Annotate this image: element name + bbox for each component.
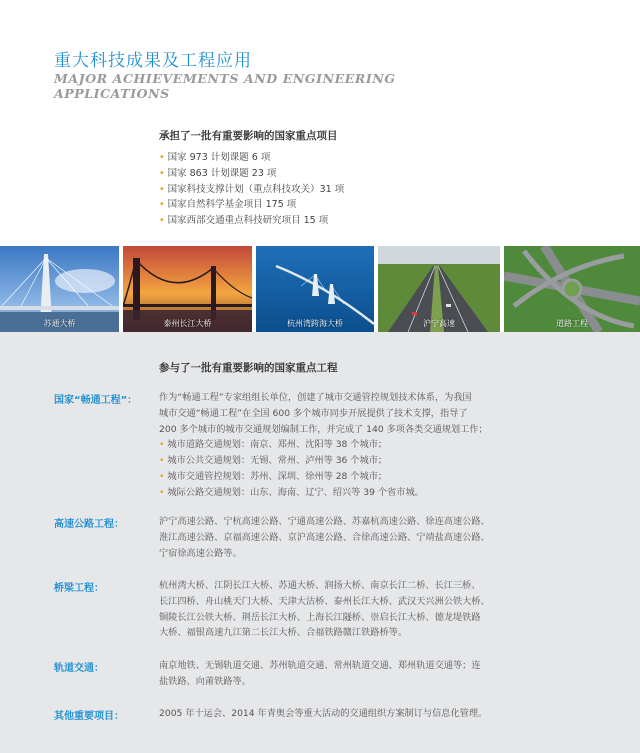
section-label-unimpeded-project: 国家“畅通工程”：	[54, 395, 138, 406]
section-label-expressway: 高速公路工程：	[54, 519, 124, 530]
body-line: 200 多个城市的城市交通规划编制工作，并完成了 140 多项各类交通规划工作；	[159, 423, 488, 435]
section-body-other-projects	[159, 706, 531, 722]
page-subtitle-english: MAJOR ACHIEVEMENTS AND ENGINEERING APPLICATIONS	[54, 71, 396, 101]
photo-caption: 沪宁高速	[423, 319, 455, 328]
body-line: 大桥、福银高速九江第二长江大桥、合福铁路赣江铁路桥等。	[159, 627, 408, 639]
section-body-bridge	[159, 578, 531, 641]
body-line: 长江四桥、舟山桃天门大桥、天津大沽桥、泰州长江大桥、武汉天兴洲公铁大桥、	[159, 595, 490, 607]
photo-hangzhou-bay-bridge	[256, 246, 374, 332]
body-line: • 城际公路交通规划：山东、海南、辽宁、绍兴等 39 个省市城。	[159, 486, 424, 498]
section-label-other-projects: 其他重要项目：	[54, 711, 124, 722]
projects-list	[159, 150, 344, 229]
photo-caption: 苏通大桥	[43, 319, 76, 328]
bullet-icon: •	[159, 486, 165, 498]
projects-heading: 承担了一批有重要影响的国家重点项目	[159, 130, 338, 142]
body-line: 南京地铁、无锡轨道交通、苏州轨道交通、常州轨道交通、郑州轨道交通等；连	[159, 660, 481, 671]
upper-section	[0, 0, 640, 246]
photo-taizhou-bridge	[123, 246, 252, 332]
body-line: 淮江高速公路、京福高速公路、京沪高速公路、合徐高速公路、宁靖盐高速公路、	[159, 531, 490, 543]
section-body-rail-transit	[159, 658, 531, 690]
section-body-unimpeded-project	[159, 390, 531, 501]
body-line: 沪宁高速公路、宁杭高速公路、宁通高速公路、苏嘉杭高速公路、徐连高速公路、	[159, 516, 490, 527]
bullet-icon: •	[159, 215, 165, 227]
bullet-icon: •	[159, 199, 165, 211]
bullet-icon: •	[159, 455, 165, 467]
section-label-rail-transit: 轨道交通：	[54, 663, 104, 674]
project-item: • 国家 973 计划课题 6 项	[159, 152, 271, 163]
body-line: 2005 年十运会、2014 年青奥会等重大活动的交通组织方案制订与信息化管理。	[159, 708, 488, 719]
body-line: • 城市道路交通规划：南京、郑州、沈阳等 38 个城市；	[159, 439, 388, 451]
section-label-bridge: 桥梁工程：	[54, 583, 104, 594]
photo-strip	[0, 246, 640, 332]
body-line: 宁宿徐高速公路等。	[159, 547, 242, 559]
body-line: 盐铁路、向莆铁路等。	[159, 675, 251, 687]
photo-caption: 道路工程	[556, 319, 588, 328]
project-item: • 国家自然科学基金项目 175 项	[159, 199, 297, 211]
body-line: 杭州湾大桥、江阴长江大桥、苏通大桥、润扬大桥、南京长江二桥、长江三桥、	[159, 580, 481, 591]
engineering-heading: 参与了一批有重要影响的国家重点工程	[159, 362, 338, 374]
bullet-icon: •	[159, 152, 165, 163]
bullet-icon: •	[159, 439, 165, 451]
body-line: • 城市交通管控规划：苏州、深圳、徐州等 28 个城市；	[159, 470, 388, 482]
photo-caption: 泰州长江大桥	[163, 319, 212, 328]
photo-caption: 杭州湾跨海大桥	[287, 319, 343, 328]
bullet-icon: •	[159, 183, 165, 195]
body-line: 作为“畅通工程”专家组组长单位，创建了城市交通管控规划技术体系，为我国	[159, 392, 472, 403]
section-body-expressway	[159, 514, 531, 561]
body-line: 铜陵长江公铁大桥、荆岳长江大桥、上海长江隧桥、崇启长江大桥、德龙堤铁路	[159, 611, 481, 623]
photo-interchange	[504, 246, 640, 332]
body-line: 城市交通“畅通工程”在全国 600 多个城市同步开展提供了技术支撑，指导了	[159, 407, 468, 419]
project-item: • 国家 863 计划课题 23 项	[159, 167, 277, 179]
bullet-icon: •	[159, 470, 165, 482]
photo-sutong-bridge	[0, 246, 119, 332]
photo-expressway	[378, 246, 500, 332]
body-line: • 城市公共交通规划：无锡、常州、泸州等 36 个城市；	[159, 455, 388, 467]
project-item: • 国家西部交通重点科技研究项目 15 项	[159, 215, 329, 227]
lower-section	[0, 332, 640, 753]
project-item: • 国家科技支撑计划（重点科技攻关）31 项	[159, 183, 345, 195]
bullet-icon: •	[159, 167, 165, 179]
page-title: 重大科技成果及工程应用	[54, 51, 252, 71]
